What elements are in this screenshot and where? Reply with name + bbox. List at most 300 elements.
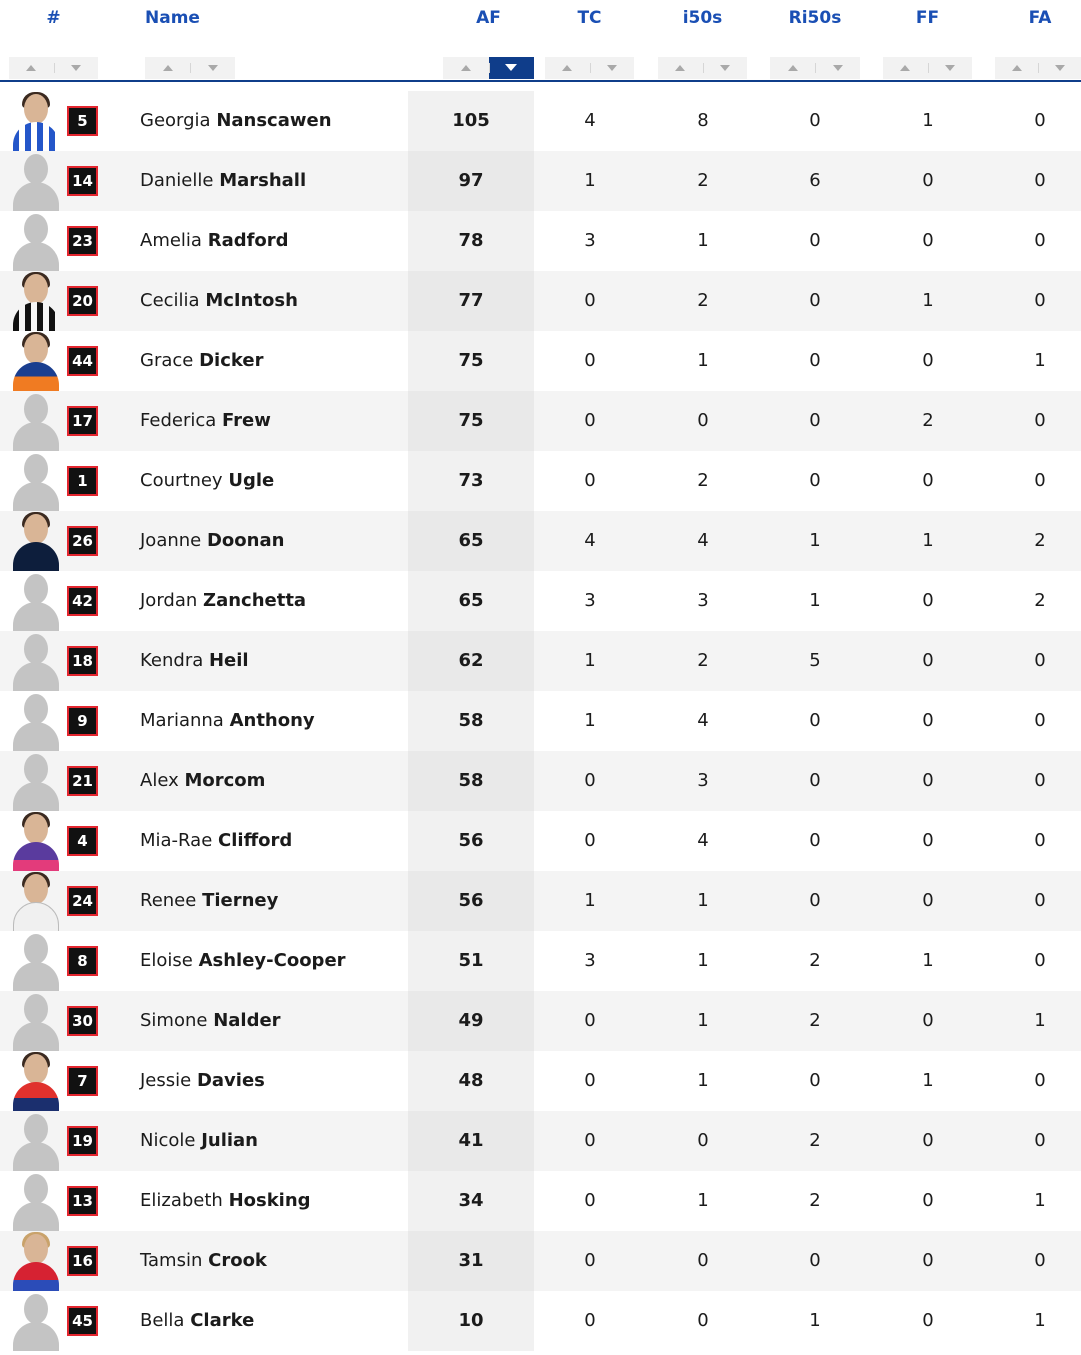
col-ff-title: FF — [915, 8, 940, 28]
stat-i50s: 0 — [697, 410, 709, 431]
table-row[interactable] — [0, 1291, 1081, 1351]
sort-controls-name — [145, 57, 235, 79]
stat-fa: 0 — [1034, 890, 1046, 911]
player-last-name: Tierney — [202, 890, 279, 911]
table-row[interactable] — [0, 391, 1081, 451]
col-tc — [545, 0, 634, 80]
player-placeholder-icon — [12, 1171, 60, 1231]
col-name — [145, 0, 235, 80]
stat-fa: 0 — [1034, 1130, 1046, 1151]
stat-ff: 1 — [922, 530, 934, 551]
stat-i50s: 2 — [697, 650, 709, 671]
player-first-name: Marianna — [140, 710, 224, 731]
player-name[interactable] — [140, 991, 281, 1051]
stat-af: 56 — [458, 830, 484, 851]
stat-ri50s: 0 — [809, 290, 821, 311]
sort-asc-button[interactable] — [883, 57, 928, 79]
player-last-name: Ashley-Cooper — [198, 950, 346, 971]
table-row[interactable] — [0, 451, 1081, 511]
player-first-name: Jordan — [140, 590, 198, 611]
stat-af: 56 — [458, 890, 484, 911]
player-placeholder-icon — [12, 991, 60, 1051]
jersey-number: 1 — [67, 466, 98, 496]
stat-fa: 0 — [1034, 170, 1046, 191]
player-first-name: Kendra — [140, 650, 204, 671]
stat-af: 62 — [458, 650, 484, 671]
stat-af: 65 — [458, 590, 484, 611]
player-first-name: Grace — [140, 350, 194, 371]
sort-down-icon — [71, 65, 81, 71]
player-name[interactable] — [140, 1051, 265, 1111]
sort-asc-button[interactable] — [545, 57, 590, 79]
jersey-number: 5 — [67, 106, 98, 136]
stat-ri50s: 1 — [809, 590, 821, 611]
player-photo — [12, 811, 60, 871]
sort-asc-button[interactable] — [770, 57, 815, 79]
table-row[interactable] — [0, 1051, 1081, 1111]
player-first-name: Amelia — [140, 230, 202, 251]
stat-af: 48 — [458, 1070, 484, 1091]
stat-ri50s: 0 — [809, 830, 821, 851]
player-last-name: Frew — [222, 410, 271, 431]
sort-controls-ri50s — [770, 57, 860, 79]
jersey-number: 14 — [67, 166, 98, 196]
player-last-name: Dicker — [199, 350, 264, 371]
col-i50s — [658, 0, 747, 80]
player-name[interactable] — [140, 271, 298, 331]
sort-down-icon — [833, 65, 843, 71]
jersey-number: 4 — [67, 826, 98, 856]
stat-tc: 3 — [584, 590, 596, 611]
player-last-name: Julian — [201, 1130, 258, 1151]
stat-af: 58 — [458, 710, 484, 731]
player-photo — [12, 331, 60, 391]
stat-tc: 0 — [584, 290, 596, 311]
stat-ff: 1 — [922, 290, 934, 311]
player-name[interactable] — [140, 151, 306, 211]
table-row[interactable] — [0, 991, 1081, 1051]
jersey-number: 23 — [67, 226, 98, 256]
stat-fa: 0 — [1034, 410, 1046, 431]
stat-fa: 0 — [1034, 830, 1046, 851]
player-name[interactable] — [140, 811, 292, 871]
sort-down-icon — [1055, 65, 1065, 71]
sort-up-icon — [562, 65, 572, 71]
stat-tc: 1 — [584, 170, 596, 191]
jersey-number: 26 — [67, 526, 98, 556]
table-row[interactable] — [0, 931, 1081, 991]
stat-ri50s: 0 — [809, 410, 821, 431]
stat-i50s: 0 — [697, 1130, 709, 1151]
stat-ri50s: 0 — [809, 770, 821, 791]
player-last-name: Davies — [196, 1070, 265, 1091]
stat-i50s: 8 — [697, 110, 709, 131]
stat-ff: 0 — [922, 590, 934, 611]
sort-desc-button[interactable] — [590, 57, 635, 79]
player-placeholder-icon — [12, 571, 60, 631]
sort-asc-button[interactable] — [995, 57, 1038, 79]
stat-fa: 1 — [1034, 1310, 1046, 1331]
jersey-number: 24 — [67, 886, 98, 916]
player-first-name: Simone — [140, 1010, 208, 1031]
player-last-name: Nanscawen — [216, 110, 332, 131]
stat-ff: 0 — [922, 470, 934, 491]
stat-af: 97 — [458, 170, 484, 191]
stat-tc: 1 — [584, 710, 596, 731]
player-placeholder-icon — [12, 1291, 60, 1351]
player-name[interactable] — [140, 91, 332, 151]
player-photo — [12, 91, 60, 151]
stat-fa: 1 — [1034, 350, 1046, 371]
stat-ff: 0 — [922, 710, 934, 731]
sort-up-icon — [675, 65, 685, 71]
stat-tc: 0 — [584, 1130, 596, 1151]
player-last-name: Marshall — [219, 170, 307, 191]
stat-tc: 1 — [584, 650, 596, 671]
sort-up-icon — [461, 65, 471, 71]
table-row[interactable] — [0, 511, 1081, 571]
jersey-number: 17 — [67, 406, 98, 436]
sort-controls-number — [9, 57, 98, 79]
stat-af: 73 — [458, 470, 484, 491]
player-last-name: Morcom — [184, 770, 266, 791]
player-last-name: Clifford — [218, 830, 293, 851]
player-first-name: Courtney — [140, 470, 223, 491]
stat-ri50s: 1 — [809, 530, 821, 551]
table-row[interactable] — [0, 211, 1081, 271]
player-placeholder-icon — [12, 691, 60, 751]
sort-controls-tc — [545, 57, 634, 79]
sort-asc-button[interactable] — [658, 57, 703, 79]
stat-af: 77 — [458, 290, 484, 311]
col-name-title: Name — [145, 8, 200, 28]
stat-ri50s: 2 — [809, 1190, 821, 1211]
sort-desc-button[interactable] — [928, 57, 973, 79]
col-fa — [995, 0, 1081, 80]
stat-ri50s: 0 — [809, 1070, 821, 1091]
player-name[interactable] — [140, 751, 265, 811]
sort-desc-button-active[interactable] — [489, 57, 535, 79]
jersey-number: 20 — [67, 286, 98, 316]
stat-fa: 0 — [1034, 230, 1046, 251]
stat-i50s: 4 — [697, 710, 709, 731]
stat-tc: 3 — [584, 230, 596, 251]
sort-up-icon — [900, 65, 910, 71]
stat-ff: 0 — [922, 1010, 934, 1031]
table-row[interactable] — [0, 691, 1081, 751]
col-ff — [883, 0, 972, 80]
player-placeholder-icon — [12, 751, 60, 811]
sort-up-icon — [163, 65, 173, 71]
player-first-name: Cecilia — [140, 290, 200, 311]
col-af-title: AF — [476, 8, 501, 28]
stat-tc: 0 — [584, 1310, 596, 1331]
stat-fa: 2 — [1034, 530, 1046, 551]
table-row[interactable] — [0, 1171, 1081, 1231]
sort-asc-button[interactable] — [9, 57, 54, 79]
col-number-title: # — [46, 8, 61, 28]
player-placeholder-icon — [12, 151, 60, 211]
stat-i50s: 2 — [697, 290, 709, 311]
player-name[interactable] — [140, 1171, 311, 1231]
stat-fa: 0 — [1034, 950, 1046, 971]
col-i50s-title: i50s — [682, 8, 723, 28]
stat-ri50s: 6 — [809, 170, 821, 191]
table-row[interactable] — [0, 871, 1081, 931]
stat-af: 105 — [452, 110, 490, 131]
stat-ff: 0 — [922, 1310, 934, 1331]
stat-af: 34 — [458, 1190, 484, 1211]
table-header — [0, 0, 1081, 82]
stat-ff: 0 — [922, 1190, 934, 1211]
stat-tc: 3 — [584, 950, 596, 971]
player-first-name: Tamsin — [140, 1250, 203, 1271]
stat-af: 65 — [458, 530, 484, 551]
stat-af: 51 — [458, 950, 484, 971]
stat-af: 78 — [458, 230, 484, 251]
stat-i50s: 1 — [697, 230, 709, 251]
stat-fa: 1 — [1034, 1190, 1046, 1211]
stat-af: 10 — [458, 1310, 484, 1331]
table-row[interactable] — [0, 331, 1081, 391]
stat-af: 41 — [458, 1130, 484, 1151]
player-name[interactable] — [140, 1231, 267, 1291]
col-ri50s — [770, 0, 860, 80]
player-last-name: Zanchetta — [203, 590, 307, 611]
sort-up-icon — [1012, 65, 1022, 71]
player-first-name: Jessie — [140, 1070, 192, 1091]
stat-ri50s: 2 — [809, 950, 821, 971]
stat-fa: 0 — [1034, 290, 1046, 311]
stat-ri50s: 1 — [809, 1310, 821, 1331]
sort-down-icon — [945, 65, 955, 71]
stat-i50s: 1 — [697, 1190, 709, 1211]
stat-fa: 0 — [1034, 770, 1046, 791]
stat-tc: 4 — [584, 110, 596, 131]
stat-tc: 0 — [584, 1190, 596, 1211]
stat-fa: 2 — [1034, 590, 1046, 611]
stat-i50s: 1 — [697, 350, 709, 371]
jersey-number: 18 — [67, 646, 98, 676]
player-photo — [12, 271, 60, 331]
player-last-name: Anthony — [229, 710, 315, 731]
player-stats-table-body — [0, 91, 1081, 1351]
stat-af: 58 — [458, 770, 484, 791]
player-photo — [12, 1231, 60, 1291]
stat-ff: 0 — [922, 230, 934, 251]
sort-desc-button[interactable] — [815, 57, 860, 79]
jersey-number: 9 — [67, 706, 98, 736]
sort-controls-fa — [995, 57, 1081, 79]
stat-i50s: 1 — [697, 1010, 709, 1031]
stat-tc: 0 — [584, 830, 596, 851]
stat-ff: 0 — [922, 830, 934, 851]
stat-i50s: 1 — [697, 890, 709, 911]
player-first-name: Renee — [140, 890, 197, 911]
sort-desc-button[interactable] — [703, 57, 748, 79]
stat-fa: 1 — [1034, 1010, 1046, 1031]
player-last-name: Clarke — [190, 1310, 255, 1331]
stat-ri50s: 0 — [809, 110, 821, 131]
sort-desc-button[interactable] — [190, 57, 235, 79]
stat-ff: 0 — [922, 770, 934, 791]
player-first-name: Eloise — [140, 950, 193, 971]
stat-fa: 0 — [1034, 650, 1046, 671]
stat-ri50s: 2 — [809, 1010, 821, 1031]
stat-fa: 0 — [1034, 1070, 1046, 1091]
sort-down-icon — [720, 65, 730, 71]
sort-down-icon — [208, 65, 218, 71]
sort-desc-button[interactable] — [54, 57, 99, 79]
jersey-number: 19 — [67, 1126, 98, 1156]
stat-af: 49 — [458, 1010, 484, 1031]
player-name[interactable] — [140, 211, 289, 271]
table-row[interactable] — [0, 91, 1081, 151]
table-row[interactable] — [0, 811, 1081, 871]
stat-tc: 0 — [584, 350, 596, 371]
player-last-name: Doonan — [206, 530, 285, 551]
jersey-number: 45 — [67, 1306, 98, 1336]
table-row[interactable] — [0, 151, 1081, 211]
player-placeholder-icon — [12, 391, 60, 451]
player-name[interactable] — [140, 511, 284, 571]
player-first-name: Danielle — [140, 170, 214, 191]
player-photo — [12, 1051, 60, 1111]
player-photo — [12, 871, 60, 931]
player-placeholder-icon — [12, 211, 60, 271]
player-name[interactable] — [140, 631, 249, 691]
sort-controls-af — [443, 57, 534, 79]
stat-af: 31 — [458, 1250, 484, 1271]
player-name[interactable] — [140, 391, 271, 451]
stat-ff: 2 — [922, 410, 934, 431]
player-first-name: Joanne — [140, 530, 202, 551]
jersey-number: 21 — [67, 766, 98, 796]
sort-desc-button[interactable] — [1038, 57, 1081, 79]
player-last-name: Radford — [207, 230, 289, 251]
stat-tc: 0 — [584, 1250, 596, 1271]
stat-i50s: 1 — [697, 1070, 709, 1091]
table-row[interactable] — [0, 271, 1081, 331]
table-row[interactable] — [0, 571, 1081, 631]
table-row[interactable] — [0, 1231, 1081, 1291]
stat-i50s: 2 — [697, 170, 709, 191]
jersey-number: 8 — [67, 946, 98, 976]
jersey-number: 13 — [67, 1186, 98, 1216]
stat-tc: 0 — [584, 1070, 596, 1091]
player-first-name: Nicole — [140, 1130, 196, 1151]
player-photo — [12, 511, 60, 571]
stat-ri50s: 0 — [809, 350, 821, 371]
player-name[interactable] — [140, 1111, 258, 1171]
col-tc-title: TC — [577, 8, 602, 28]
player-placeholder-icon — [12, 931, 60, 991]
table-row[interactable] — [0, 751, 1081, 811]
stat-tc: 0 — [584, 1010, 596, 1031]
stat-ff: 1 — [922, 950, 934, 971]
stat-tc: 0 — [584, 470, 596, 491]
player-name[interactable] — [140, 571, 306, 631]
player-name[interactable] — [140, 451, 274, 511]
stat-ri50s: 0 — [809, 470, 821, 491]
stat-af: 75 — [458, 350, 484, 371]
stat-tc: 1 — [584, 890, 596, 911]
player-first-name: Bella — [140, 1310, 185, 1331]
sort-down-icon — [607, 65, 617, 71]
stat-ff: 0 — [922, 1130, 934, 1151]
player-placeholder-icon — [12, 451, 60, 511]
table-row[interactable] — [0, 1111, 1081, 1171]
stat-fa: 0 — [1034, 470, 1046, 491]
stat-i50s: 4 — [697, 530, 709, 551]
player-last-name: Heil — [208, 650, 249, 671]
jersey-number: 44 — [67, 346, 98, 376]
table-row[interactable] — [0, 631, 1081, 691]
stat-ri50s: 0 — [809, 230, 821, 251]
player-first-name: Federica — [140, 410, 217, 431]
stat-tc: 0 — [584, 770, 596, 791]
col-number — [9, 0, 98, 80]
jersey-number: 7 — [67, 1066, 98, 1096]
sort-controls-i50s — [658, 57, 747, 79]
stat-i50s: 2 — [697, 470, 709, 491]
stat-ri50s: 2 — [809, 1130, 821, 1151]
player-last-name: Nalder — [213, 1010, 281, 1031]
stat-ff: 0 — [922, 890, 934, 911]
stat-tc: 4 — [584, 530, 596, 551]
stat-i50s: 3 — [697, 590, 709, 611]
stat-tc: 0 — [584, 410, 596, 431]
col-af — [443, 0, 534, 80]
player-last-name: Ugle — [228, 470, 275, 491]
stat-ff: 1 — [922, 1070, 934, 1091]
stat-ri50s: 5 — [809, 650, 821, 671]
player-last-name: Hosking — [228, 1190, 311, 1211]
jersey-number: 30 — [67, 1006, 98, 1036]
player-last-name: Crook — [208, 1250, 267, 1271]
player-name[interactable] — [140, 871, 278, 931]
stat-i50s: 1 — [697, 950, 709, 971]
player-first-name: Georgia — [140, 110, 211, 131]
stat-ff: 0 — [922, 1250, 934, 1271]
stat-ri50s: 0 — [809, 890, 821, 911]
stat-fa: 0 — [1034, 1250, 1046, 1271]
player-first-name: Elizabeth — [140, 1190, 223, 1211]
player-name[interactable] — [140, 931, 346, 991]
player-name[interactable] — [140, 1291, 254, 1351]
stat-ri50s: 0 — [809, 710, 821, 731]
player-placeholder-icon — [12, 631, 60, 691]
stat-i50s: 0 — [697, 1310, 709, 1331]
sort-up-icon — [788, 65, 798, 71]
player-last-name: McIntosh — [205, 290, 298, 311]
stat-ff: 0 — [922, 650, 934, 671]
jersey-number: 42 — [67, 586, 98, 616]
sort-down-icon — [505, 64, 517, 71]
stat-i50s: 0 — [697, 1250, 709, 1271]
sort-asc-button[interactable] — [145, 57, 190, 79]
stat-ri50s: 0 — [809, 1250, 821, 1271]
player-first-name: Alex — [140, 770, 179, 791]
player-first-name: Mia-Rae — [140, 830, 213, 851]
stat-fa: 0 — [1034, 110, 1046, 131]
stat-af: 75 — [458, 410, 484, 431]
stat-fa: 0 — [1034, 710, 1046, 731]
sort-asc-button[interactable] — [443, 57, 489, 79]
jersey-number: 16 — [67, 1246, 98, 1276]
player-name[interactable] — [140, 691, 315, 751]
player-name[interactable] — [140, 331, 263, 391]
